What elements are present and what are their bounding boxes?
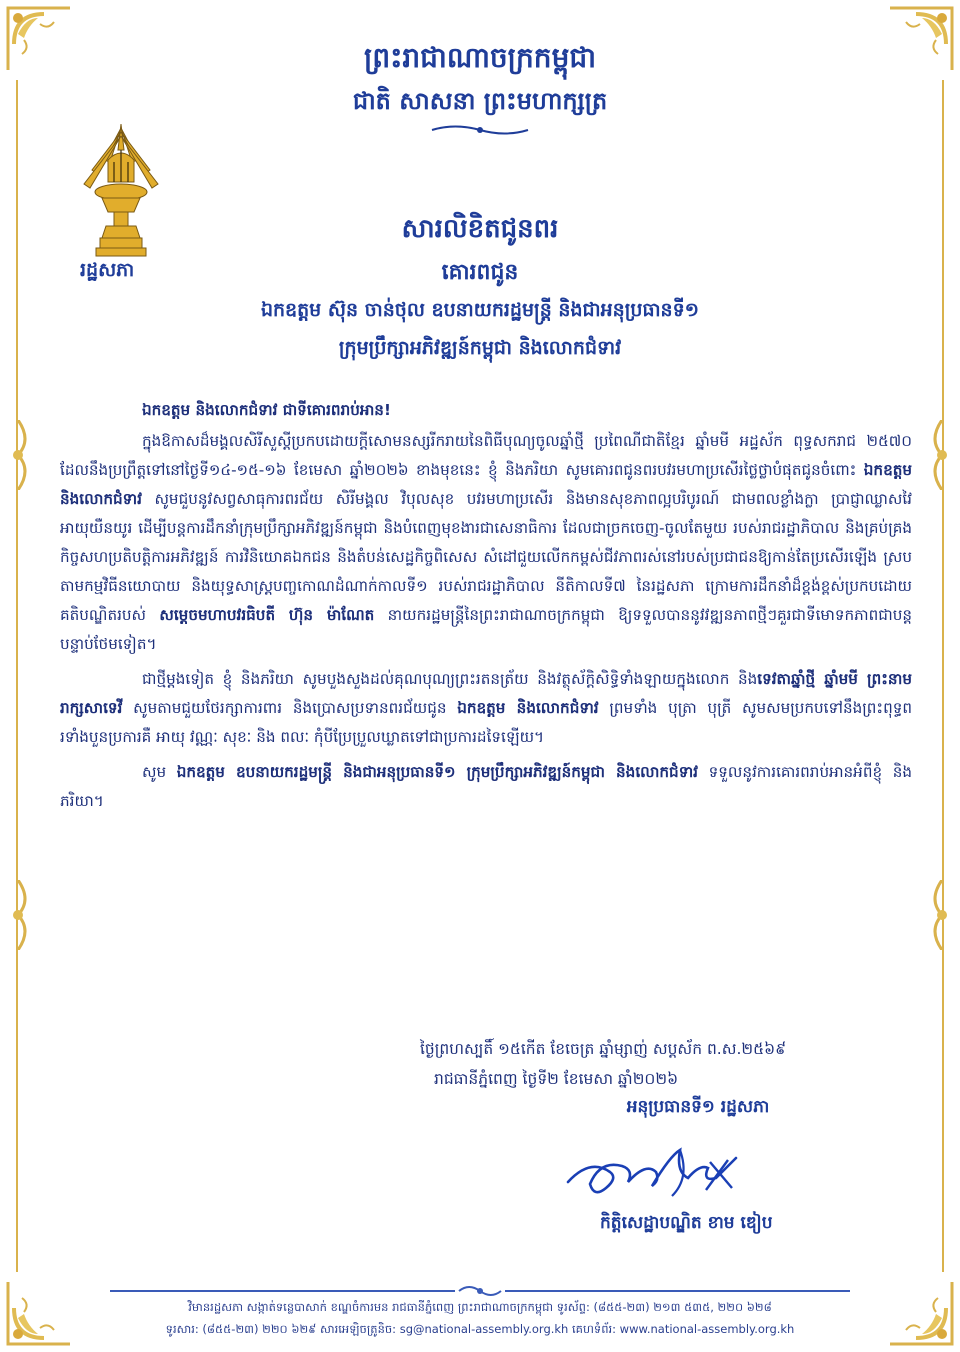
side-ornament-icon [924, 880, 958, 950]
lunar-date: ថ្ងៃព្រហស្បតិ៍ ១៥កើត ខែចេត្រ ឆ្នាំម្សាញ់ សប្តស័ក ព.ស.២៥៦៩ [420, 1040, 787, 1058]
paragraph-text: សូមតាមជួយថែរក្សាការពារ និងប្រោសប្រទានពរជ័យជូន [122, 699, 458, 717]
emphasis-text: ឯកឧត្តម និងលោកជំទាវ [457, 699, 599, 717]
side-ornament-icon [924, 420, 958, 490]
signer-title: អនុប្រធានទី១ រដ្ឋសភា [626, 1097, 770, 1117]
paragraph-3 [60, 758, 912, 816]
paragraph-text: សូមជួបនូវសព្វសាធុការពរជ័យ សិរីមង្គល វិបុលសុខ បវរមហាប្រសើរ និងមានសុខភាពល្អបរិបូរណ៍ ជាមពលខ្លាំងក្លា ប្រាជ្ញាឈ្លាសវៃ អាយុយឺនយូរ ដើម្បីបន្តការដឹកនាំក្រុមប្រឹក្សាអភិវឌ្ឍន៍កម្ពុជា និងបំពេញមុខងារជាសេនាធិការ ដែលជាច្រកចេញ-ចូលតែមួយ របស់រាជរដ្ឋាភិបាល និងគ្រប់គ្រងកិច្ចសហប្រតិបត្តិការអភិវឌ្ឍន៍ ការវិនិយោគឯកជន និងតំបន់សេដ្ឋកិច្ចពិសេស សំដៅជួយលើកកម្ពស់ជីវភាពរស់នៅរបស់ប្រជាជនឱ្យកាន់តែប្រសើរឡើង ស្របតាមកម្មវិធីនយោបាយ និងយុទ្ធសាស្ត្របញ្ចកោណដំណាក់កាលទី១ របស់រាជរដ្ឋាភិបាល នីតិកាលទី៧ នៃរដ្ឋសភា ក្រោមការដឹកនាំដ៏ខ្ពង់ខ្ពស់ប្រកបដោយគតិបណ្ឌិតរបស់ [60, 490, 912, 624]
paragraph-text: ទទួលនូវការគោរពរាប់អានអំពីខ្ញុំ និងភរិយា។ [60, 763, 912, 810]
emphasis-text: សម្តេចមហាបវរធិបតី ហ៊ុន ម៉ាណែត [159, 606, 375, 624]
signer-name: កិត្តិសេដ្ឋាបណ្ឌិត ខាម ឌៀប [600, 1213, 773, 1233]
footer-contact: ទូរសារ: (៨៥៥-២៣) ២២០ ៦២៩ សារអេឡិចត្រូនិច: sg@national-assembly.org.kh គេហទំព័រ: www.national-assembly.org.kh [165, 1322, 795, 1336]
side-ornament-icon [2, 420, 36, 490]
letter-addressee-intro: គោរពជូន [441, 260, 519, 285]
emphasis-text: ឯកឧត្តម ឧបនាយករដ្ឋមន្ត្រី និងជាអនុប្រធានទី១ ក្រុមប្រឹក្សាអភិវឌ្ឍន៍កម្ពុជា និងលោកជំទាវ [176, 763, 698, 781]
paragraph-text: ក្នុងឱកាសដ៏មង្គលសិរីសួស្តីប្រកបដោយក្តីសោមនស្សរីករាយនៃពិធីបុណ្យចូលឆ្នាំថ្មី ប្រពៃណីជាតិខ្មែរ ឆ្នាំមមី អដ្ឋស័ក ពុទ្ធសករាជ ២៥៧០ ដែលនឹងប្រព្រឹត្តទៅនៅថ្ងៃទី១៤-១៥-១៦ ខែមេសា ឆ្នាំ២០២៦ ខាងមុខនេះ ខ្ញុំ និងភរិយា សូមគោរពជូនពរបវរមហាប្រសើរថ្លៃថ្លាបំផុតជូនចំពោះ [60, 432, 912, 479]
emphasis-text: ទេវតាឆ្នាំថ្មី ឆ្នាំមមី ព្រះនាម រាក្សសាទេវី [60, 670, 912, 717]
addressee-organization: ក្រុមប្រឹក្សាអភិវឌ្ឍន៍កម្ពុជា និងលោកជំទាវ [338, 337, 622, 359]
corner-ornament-icon [4, 1278, 74, 1348]
paragraph-text: ព្រមទាំង បុត្រា បុត្រី សូមសមប្រកបទៅនឹងព្រះពុទ្ធពរទាំងបួនប្រការគឺ អាយុ វណ្ណៈ សុខៈ និង ពលៈ កុំបីប្រែប្រួលឃ្លាតទៅជាប្រការដទៃឡើយ។ [60, 699, 912, 746]
paragraph-text: សូម [142, 763, 177, 781]
salutation: ឯកឧត្តម និងលោកជំទាវ ជាទីគោរពរាប់អាន! [142, 401, 391, 419]
corner-ornament-icon [886, 1278, 956, 1348]
civil-date: រាជធានីភ្នំពេញ ថ្ងៃទី២ ខែមេសា ឆ្នាំ២០២៦ [434, 1070, 679, 1088]
letter-body [60, 396, 912, 822]
side-ornament-icon [2, 880, 36, 950]
border-rule-right [942, 80, 944, 1272]
border-rule-left [16, 80, 18, 1272]
addressee-name: ឯកឧត្តម ស៊ុន ចាន់ថុល ឧបនាយករដ្ឋមន្ត្រី និងជាអនុប្រធានទី១ [260, 299, 700, 321]
kingdom-heading: ព្រះរាជាណាចក្រកម្ពុជា [363, 41, 596, 74]
national-motto: ជាតិ សាសនា ព្រះមហាក្សត្រ [352, 87, 608, 115]
paragraph-text: ជាថ្មីម្តងទៀត ខ្ញុំ និងភរិយា សូមបួងសួងដល់គុណបុណ្យព្រះរតនត្រ័យ និងវត្ថុស័ក្តិសិទ្ធិទាំងឡាយក្នុងលោក និង [142, 670, 758, 688]
paragraph-text: នាយករដ្ឋមន្ត្រីនៃព្រះរាជាណាចក្រកម្ពុជា ឱ្យទទួលបាននូវវឌ្ឍនភាពថ្មីៗគួរជាទីមោទកភាពជាបន្តបន្ទាប់ថែមទៀត។ [60, 606, 912, 653]
date-block [420, 1034, 900, 1094]
footer-ornament-icon [455, 1281, 505, 1301]
emblem-label: រដ្ឋសភា [80, 259, 135, 281]
footer-address: វិមានរដ្ឋសភា សង្កាត់ទន្លេបាសាក់ ខណ្ឌចំការមន រាជធានីភ្នំពេញ ព្រះរាជាណាចក្រកម្ពុជា ទូរស័ព្ទ: (៨៥៥-២៣) ២១៣ ៥៣៥, ២២០ ៦២៨ [188, 1300, 772, 1314]
divider-ornament-icon [430, 123, 530, 137]
letter-title: សារលិខិតជូនពរ [401, 214, 559, 244]
emphasis-text: ឯកឧត្តម និងលោកជំទាវ [60, 461, 912, 508]
signature-icon [560, 1138, 760, 1208]
paragraph-2 [60, 665, 912, 752]
paragraph-1 [60, 427, 912, 659]
